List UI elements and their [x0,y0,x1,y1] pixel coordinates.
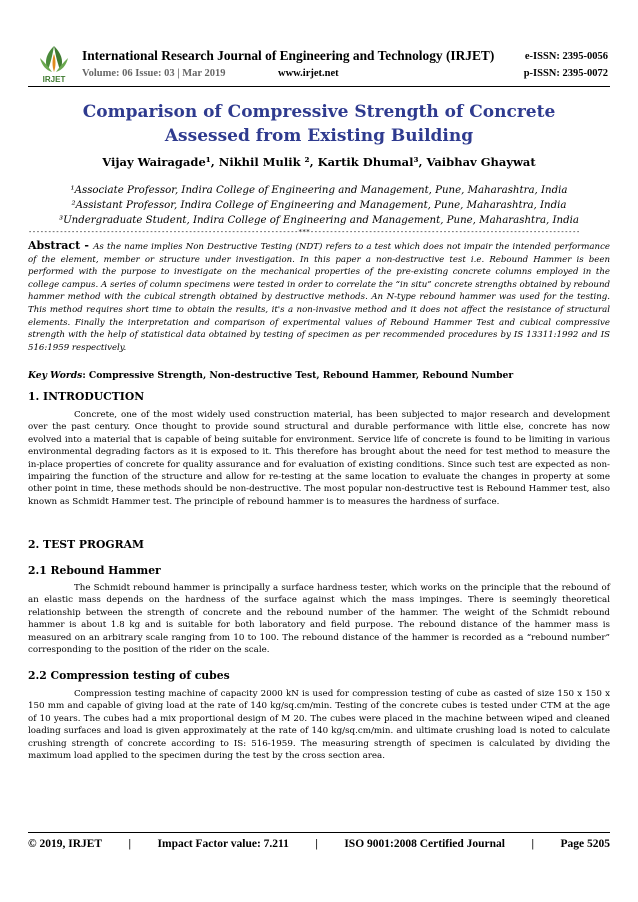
footer-copyright: © 2019, IRJET [28,838,103,850]
logo-text: IRJET [42,75,66,84]
volume-issue: Volume: 06 Issue: 03 | Mar 2019 [82,68,226,79]
abstract [28,240,610,354]
keywords-label: Key Words [28,370,83,381]
separator-line: ---------------------------------------------------------------------***--------------------------------------------------------------------- [28,228,580,236]
footer-impact-factor: Impact Factor value: 7.211 [157,838,289,850]
footer-page-number: Page 5205 [560,838,610,850]
section-2-1-heading: 2.1 Rebound Hammer [28,564,161,577]
p-issn: p-ISSN: 2395-0072 [523,68,608,79]
journal-website[interactable]: www.irjet.net [278,68,339,79]
e-issn: e-ISSN: 2395-0056 [524,51,608,62]
section-2-2-heading: 2.2 Compression testing of cubes [28,669,230,682]
keywords-text: : Compressive Strength, Non-destructive Test, Rebound Hammer, Rebound Number [82,370,514,381]
abstract-label: Abstract - [28,239,94,252]
footer-separator: | [531,838,534,850]
footer-separator: | [315,838,318,850]
page-footer [28,838,610,850]
affiliation-3: ³Undergraduate Student, Indira College of Engineering and Management, Pune, Maharashtra, India [59,215,579,226]
keywords [28,370,610,381]
irjet-logo-icon [34,44,74,84]
section-2-heading: 2. TEST PROGRAM [28,538,144,551]
abstract-text: As the name implies Non Destructive Testing (NDT) refers to a test which does not impair the intended performance of the element, member or structure under investigation. In this paper a non-destructive test i.e. Rebound Hammer is been performed with the purpose to investigate on the mechanical properties of the pre-existing concrete columns employed in the college campus. A series of column specimens were tested in order to correlate the “in situ” concrete strengths obtained by rebound hammer method with the cubical strength obtained by destructive methods. An N-type rebound hammer was used for the testing. This method requires short time to obtain the results, it's a non-invasive method and it does not affect the resistance of structural elements. Finally the interpretation and comparison of experimental values of Rebound Hammer Test and cubical compressive strength with the help of statistical data obtained by testing of specimen as per recommended procedures by IS 13311:1992 and IS 516:1959 respectively. [28,242,610,353]
footer-separator: | [128,838,132,850]
paper-authors: Vijay Wairagade¹, Nikhil Mulik ², Kartik Dhumal³, Vaibhav Ghaywat [102,155,536,169]
section-2-2-text: Compression testing machine of capacity 2000 kN is used for compression testing of cube as casted of size 150 x 150 x 150 mm and capable of giving load at the rate of 140 kg/sq.cm/min. Testing of the concrete cubes is tested under CTM at the age of 10 years. The cubes had a mix proportional design of M 20. The cubes were placed in the machine between wiped and cleaned loading surfaces and load is given approximately at the rate of 140 kg/sq.cm/min. and ultimate crushing load is noted to calculate crushing strength of concrete according to IS: 516-1959. The measuring strength of specimen is calculated by dividing the maximum load applied to the specimen during the test by the cross section area. [28,689,610,762]
journal-title: International Research Journal of Engineering and Technology (IRJET) [82,48,495,63]
footer-rule [28,832,610,833]
section-1-text: Concrete, one of the most widely used construction material, has been subjected to major research and development over the past century. Once thought to provide sound structural and durable performance with little else, concrete has now evolved into a material that is capable of being suitable for environment. Service life of concrete is found to be limiting in various environmental degrading factors as it is exposed to it. This therefore has brought about the need for test method to measure the in-place properties of concrete for quality assurance and for evaluation of existing conditions. Since such test are expected as non-impairing the function of the structure and allow for re-testing at the same location to evaluate the changes in property at some other point in time, these methods should be non-destructive. The most popular non-destructive test is Rebound Hammer test, also known as Schmidt Hammer test. The principle of rebound hammer is to measures the hardness of surface. [28,410,610,507]
section-2-1-text: The Schmidt rebound hammer is principally a surface hardness tester, which works on the principle that the rebound of an elastic mass depends on the hardness of the surface against which the mass impinges. There is seemingly theoretical relationship between the strength of concrete and the rebound number of the hammer. The weight of the Schmidt rebound hammer is about 1.8 kg and is suitable for both laboratory and field purpose. The rebound distance of the hammer mass is measured on an arbitrary scale ranging from 10 to 100. The rebound distance of the hammer is recorded as a “rebound number” corresponding to the position of the rider on the scale. [28,583,610,656]
footer-iso: ISO 9001:2008 Certified Journal [344,838,506,850]
affiliation-1: ¹Associate Professor, Indira College of Engineering and Management, Pune, Maharashtra, India [70,185,568,196]
section-1-heading: 1. INTRODUCTION [28,390,145,403]
header-rule [28,86,610,87]
paper-title: Comparison of Compressive Strength of Concrete Assessed from Existing Building [82,102,556,146]
affiliation-2: ²Assistant Professor, Indira College of Engineering and Management, Pune, Maharashtra, India [71,200,567,211]
